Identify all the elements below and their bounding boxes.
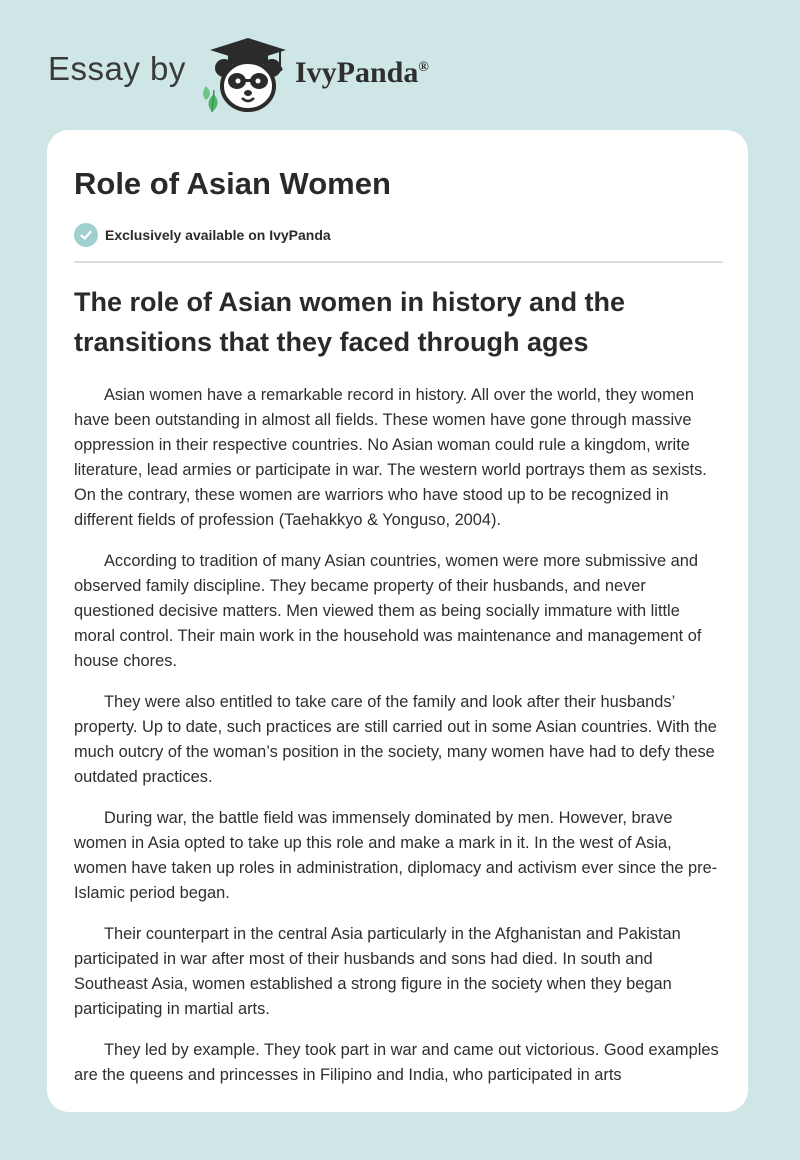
exclusive-badge [74, 222, 331, 248]
article-body [74, 383, 722, 1104]
badge-text: Exclusively available on IvyPanda [105, 227, 331, 243]
paragraph: During war, the battle field was immensely dominated by men. However, brave women in Asia opted to take up this role and make a mark in it. In the west of Asia, women have taken up roles in administration, diplomacy and activism ever since the pre-Islamic period began. [74, 809, 718, 902]
paragraph: They were also entitled to take care of the family and look after their husbands’ property. Up to date, such practices are still carried out in some Asian countries. With the much outcry of the woman’s position in the society, many women have had to defy these outdated practices. [74, 693, 717, 786]
paragraph: Asian women have a remarkable record in history. All over the world, they women have been outstanding in almost all fields. These women have gone through massive oppression in their respective countries. No Asian woman could rule a kingdom, write literature, lead armies or participate in war. The western world portrays them as sexists. On the contrary, these women are warriors who have stood up to be recognized in different fields of profession (Taehakkyo & Yonguso, 2004). [74, 386, 707, 529]
brand-name[interactable]: IvyPanda® [295, 56, 429, 89]
article-subtitle: The role of Asian women in history and the transitions that they faced through ages [74, 287, 626, 357]
site-header [48, 28, 748, 118]
paragraph: They led by example. They took part in war and came out victorious. Good examples are the queens and princesses in Filipino and India, who participated in arts [74, 1041, 719, 1084]
divider [74, 261, 723, 263]
essay-by-label: Essay by [48, 50, 186, 87]
check-circle-icon [74, 223, 98, 247]
page-title: Role of Asian Women [74, 166, 391, 201]
paragraph: According to tradition of many Asian countries, women were more submissive and observed family discipline. They became property of their husbands, and never questioned decisive matters. Men viewed them as being socially immature with little moral control. Their main work in the household was maintenance and management of house chores. [74, 552, 702, 670]
panda-graduate-icon[interactable] [200, 34, 290, 114]
registered-mark: ® [418, 60, 429, 75]
paragraph: Their counterpart in the central Asia particularly in the Afghanistan and Pakistan participated in war after most of their husbands and sons had died. In south and Southeast Asia, women established a strong figure in the society when they began participating in martial arts. [74, 925, 681, 1018]
article-card [47, 130, 748, 1112]
